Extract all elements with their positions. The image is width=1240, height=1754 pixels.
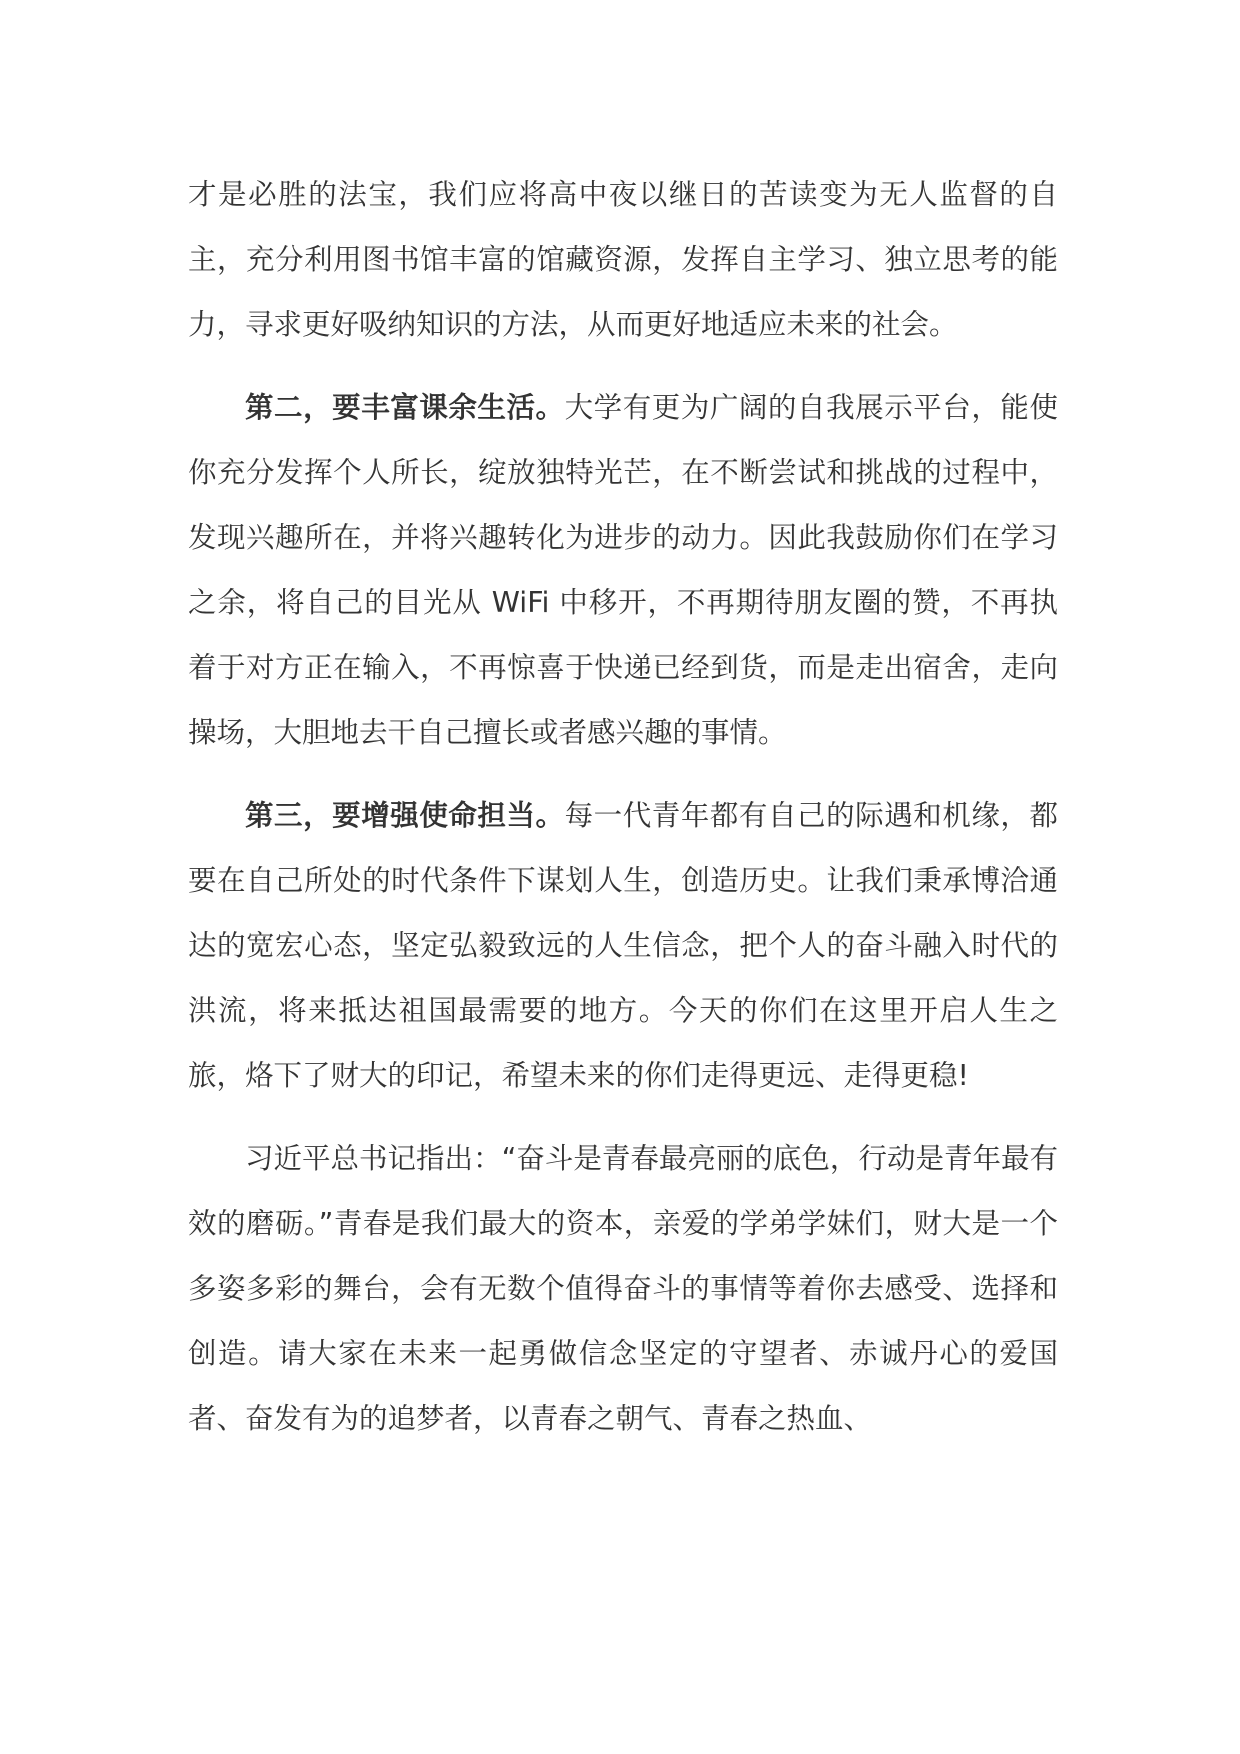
paragraph-quote: [188, 1126, 1058, 1451]
paragraph-extracurricular: [188, 375, 1058, 765]
paragraph-lead: 第二，要丰富课余生活。: [245, 391, 565, 424]
paragraph-text: 每一代青年都有自己的际遇和机缘，都要在自己所处的时代条件下谋划人生，创造历史。让我们秉承博洽通达的宽宏心态，坚定弘毅致远的人生信念，把个人的奋斗融入时代的洪流，将来抵达祖国最需要的地方。今天的你们在这里开启人生之旅，烙下了财大的印记，希望未来的你们走得更远、走得更稳!: [188, 799, 1058, 1092]
paragraph-text: 习近平总书记指出：“奋斗是青春最亮丽的底色，行动是青年最有效的磨砺。”青春是我们最大的资本，亲爱的学弟学妹们，财大是一个多姿多彩的舞台，会有无数个值得奋斗的事情等着你去感受、选择和创造。请大家在未来一起勇做信念坚定的守望者、赤诚丹心的爱国者、奋发有为的追梦者，以青春之朝气、青春之热血、: [188, 1142, 1058, 1435]
paragraph-continuation: [188, 162, 1058, 357]
paragraph-text: 才是必胜的法宝，我们应将高中夜以继日的苦读变为无人监督的自主，充分利用图书馆丰富的馆藏资源，发挥自主学习、独立思考的能力，寻求更好吸纳知识的方法，从而更好地适应未来的社会。: [188, 178, 1058, 341]
paragraph-text: 大学有更为广阔的自我展示平台，能使你充分发挥个人所长，绽放独特光芒，在不断尝试和挑战的过程中，发现兴趣所在，并将兴趣转化为进步的动力。因此我鼓励你们在学习之余，将自己的目光从 WiFi 中移开，不再期待朋友圈的赞，不再执着于对方正在输入，不再惊喜于快递已经到货，而是走出宿舍，走向操场，大胆地去干自己擅长或者感兴趣的事情。: [188, 391, 1058, 749]
document-body: [188, 162, 1058, 1469]
paragraph-mission: [188, 783, 1058, 1108]
paragraph-lead: 第三，要增强使命担当。: [245, 799, 565, 832]
